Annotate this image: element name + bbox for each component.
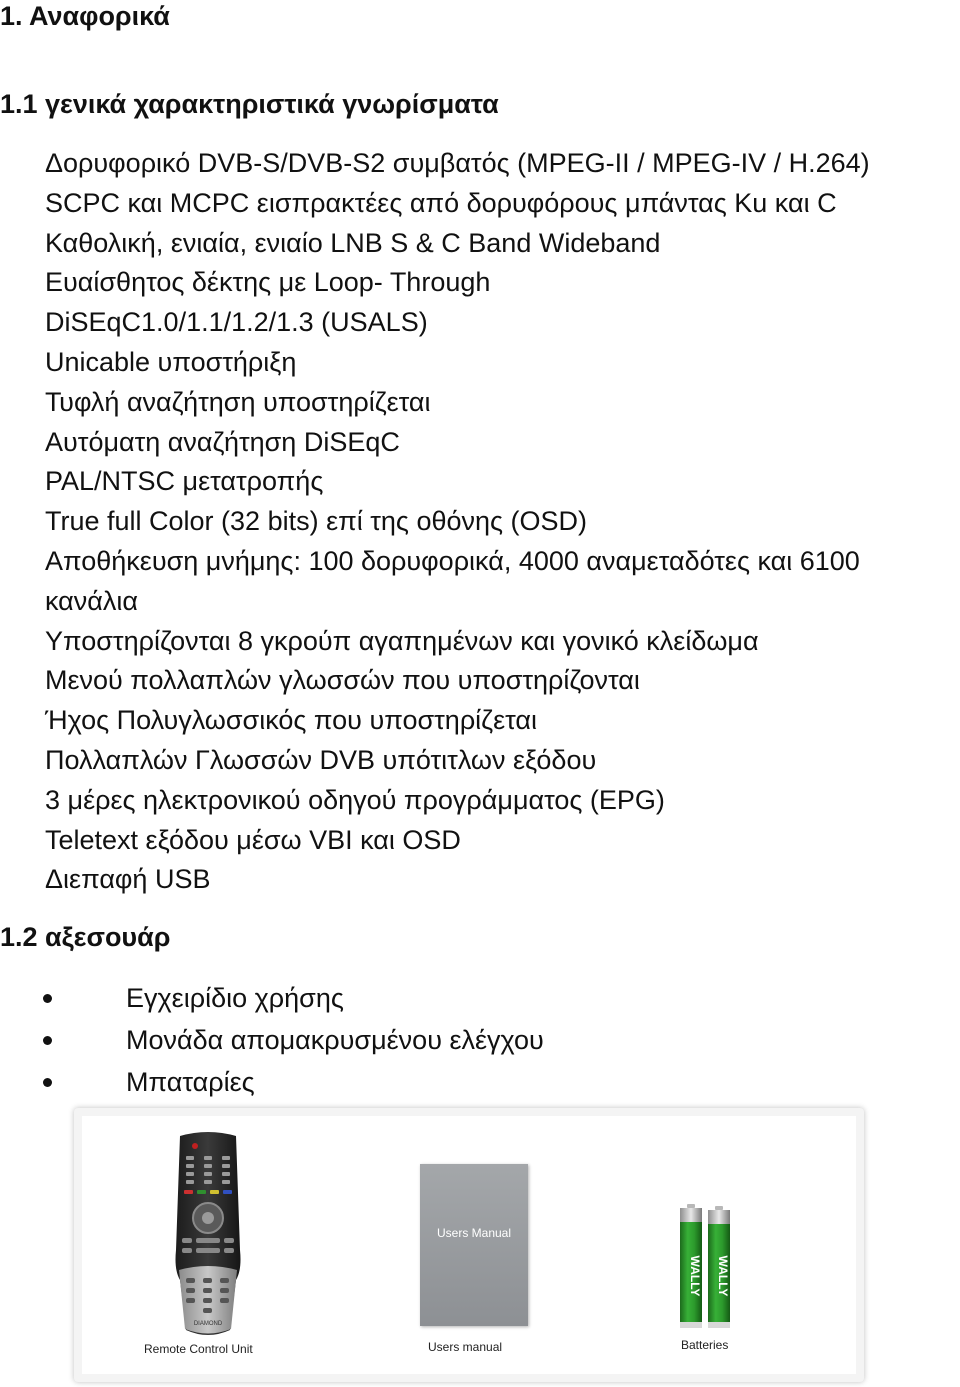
feature-item: Αυτόματη αναζήτηση DiSEqC [45,426,400,457]
accessories-list [0,977,900,1103]
feature-item: Υποστηρίζονται 8 γκρούπ αγαπημένων και γονικό κλείδωμα [45,625,759,656]
battery-brand-label: WALLY [716,1255,730,1297]
bullet-icon [43,1078,52,1087]
feature-item: Teletext εξόδου μέσω VBI και OSD [45,824,461,855]
accessory-label: Εγχειρίδιο χρήσης [126,983,344,1013]
manual-cover [420,1164,528,1326]
remote-brand-label: DIAMOND [193,1321,223,1327]
feature-item: Καθολική, ενιαία, ενιαίο LNB S & C Band Wideband [45,227,661,258]
batteries-icon [678,1204,734,1334]
feature-item: Διεπαφή USB [45,864,211,895]
feature-item: Τυφλή αναζήτηση υποστηρίζεται [45,386,431,417]
photo-background [82,1116,856,1374]
feature-item: κανάλια [45,585,138,616]
accessory-item [0,977,900,1019]
feature-item: DiSEqC1.0/1.1/1.2/1.3 (USALS) [45,307,428,338]
feature-item: Πολλαπλών Γλωσσών DVB υπότιτλων εξόδου [45,744,597,775]
bullet-icon [43,994,52,1003]
batteries-caption: Batteries [681,1338,729,1352]
feature-item: Unicable υποστήριξη [45,346,297,377]
feature-item: Μενού πολλαπλών γλωσσών που υποστηρίζονται [45,665,640,696]
manual-cover-title: Users Manual [436,1226,512,1240]
accessory-item [0,1061,900,1103]
manual-caption: Users manual [428,1340,503,1354]
remote-control-icon [170,1130,246,1340]
accessories-photo [74,1108,864,1382]
accessory-label: Μονάδα απομακρυσμένου ελέγχου [126,1025,544,1055]
accessory-label: Μπαταρίες [126,1067,255,1097]
feature-item: PAL/NTSC μετατροπής [45,466,324,497]
feature-item: Αποθήκευση μνήμης: 100 δορυφορικά, 4000 αναμεταδότες και 6100 [45,545,860,576]
feature-item: True full Color (32 bits) επί της οθόνης (OSD) [45,506,588,537]
feature-item: Ευαίσθητος δέκτης με Loop- Through [45,267,491,298]
features-list [45,144,955,900]
accessory-item [0,1019,900,1061]
feature-item: 3 μέρες ηλεκτρονικού οδηγού προγράμματος (EPG) [45,784,665,815]
feature-item: Δορυφορικό DVB-S/DVB-S2 συμβατός (MPEG-II / MPEG-IV / H.264) [45,148,870,178]
section-title: 1. Αναφορικά [0,1,170,31]
remote-caption: Remote Control Unit [144,1342,253,1356]
accessories-heading: 1.2 αξεσουάρ [0,922,171,952]
feature-item: Ήχος Πολυγλωσσικός που υποστηρίζεται [45,705,538,736]
feature-item: SCPC και MCPC εισπρακτέες από δορυφόρους μπάντας Ku και C [45,187,837,218]
bullet-icon [43,1036,52,1045]
battery-brand-label: WALLY [688,1255,702,1297]
features-heading: 1.1 γενικά χαρακτηριστικά γνωρίσματα [0,89,499,119]
